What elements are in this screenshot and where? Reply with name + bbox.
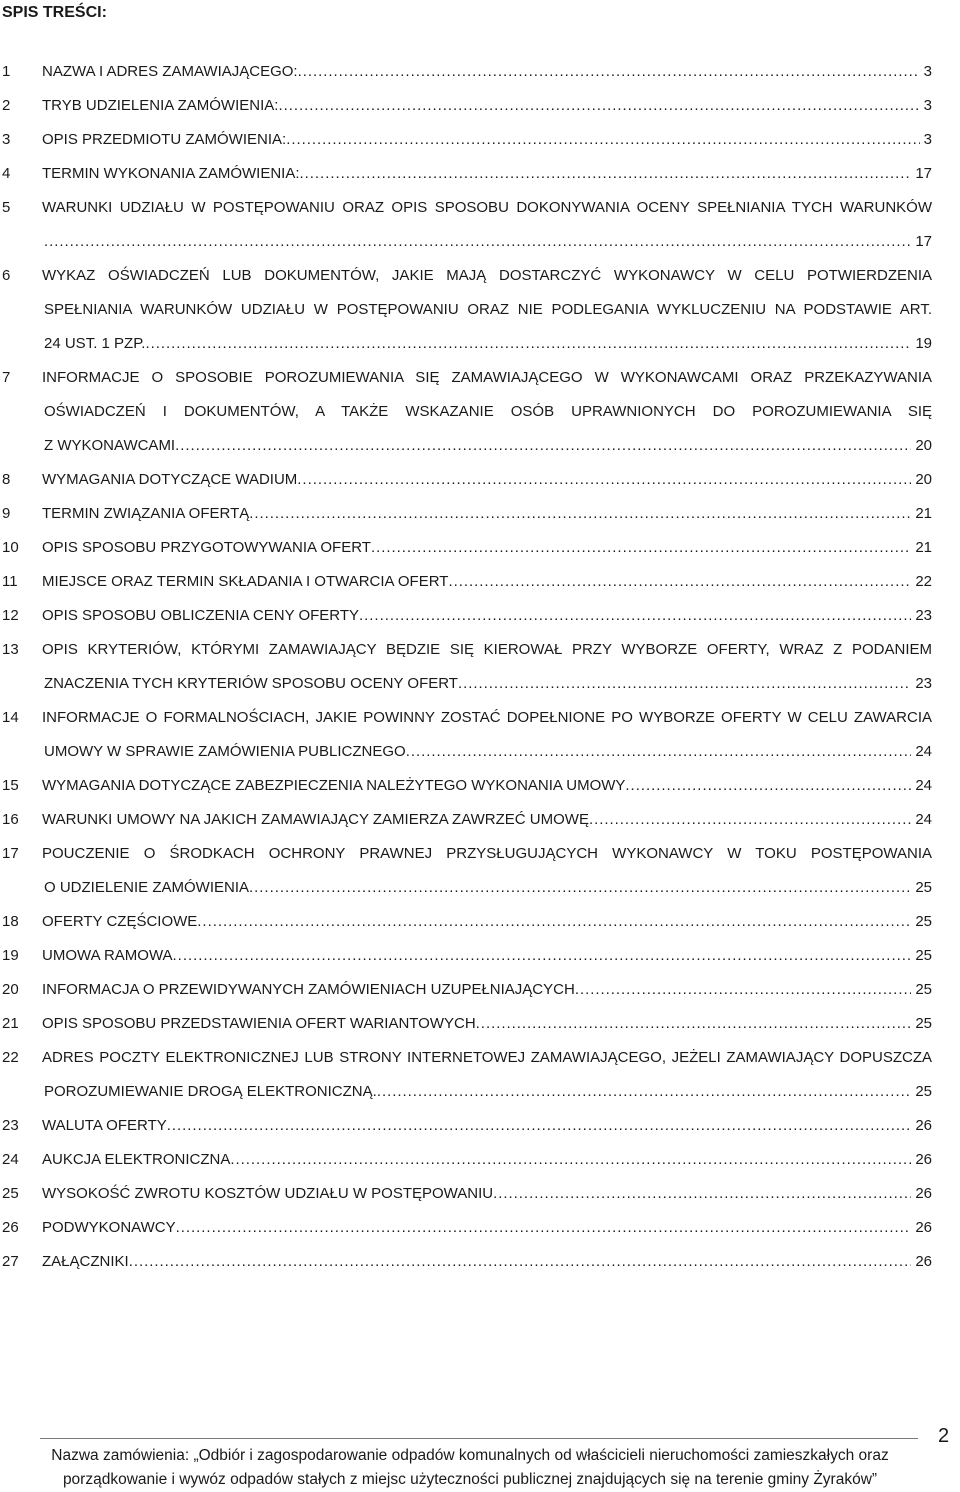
toc-entry-number: 20 xyxy=(2,981,19,998)
toc-title: SPIS TREŚCI: xyxy=(2,4,107,21)
toc-entry-last-line xyxy=(44,871,932,905)
toc-entry-title: OPIS SPOSOBU PRZYGOTOWYWANIA OFERT xyxy=(42,539,371,556)
dot-leader xyxy=(175,429,911,463)
toc-entry[interactable] xyxy=(0,497,960,531)
toc-entry-last-line xyxy=(42,1007,932,1041)
toc-entry-title: WALUTA OFERTY xyxy=(42,1117,167,1134)
toc-entry-number: 6 xyxy=(2,267,11,284)
toc-entry-title: UMOWA RAMOWA xyxy=(42,947,173,964)
dot-leader xyxy=(129,1245,912,1279)
toc-entry-number: 2 xyxy=(2,97,11,114)
toc-entry-line: WYKAZ OŚWIADCZEŃ LUB DOKUMENTÓW, JAKIE MAJĄ DOSTARCZYĆ WYKONAWCY W CELU POTWIERDZENIA xyxy=(42,267,932,284)
toc-entry-title: ZNACZENIA TYCH KRYTERIÓW SPOSOBU OCENY OFERT xyxy=(44,675,458,692)
toc-entry-title: TRYB UDZIELENIA ZAMÓWIENIA: xyxy=(42,97,279,114)
toc-entry-title: WYMAGANIA DOTYCZĄCE WADIUM xyxy=(42,471,298,488)
toc-entry-page: 25 xyxy=(915,1015,932,1032)
toc-entry-last-line xyxy=(42,803,932,837)
toc-entry-number: 27 xyxy=(2,1253,19,1270)
toc-entry-number: 12 xyxy=(2,607,19,624)
dot-leader xyxy=(589,803,911,837)
footer-text xyxy=(20,1444,920,1492)
dot-leader xyxy=(476,1007,912,1041)
toc-entry[interactable] xyxy=(0,973,960,1007)
footer-line-1: Nazwa zamówienia: „Odbiór i zagospodarowanie odpadów komunalnych od właścicieli nieruchomości zamieszkałych oraz xyxy=(51,1447,889,1464)
toc-entry[interactable] xyxy=(0,361,960,463)
toc-entry-title: WYMAGANIA DOTYCZĄCE ZABEZPIECZENIA NALEŻYTEGO WYKONANIA UMOWY xyxy=(42,777,626,794)
toc-entry-page: 17 xyxy=(915,165,932,182)
footer-line-2: porządkowanie i wywóz odpadów stałych z miejsc użyteczności publicznej znajdujących się na terenie gminy Żyraków” xyxy=(62,1471,878,1488)
toc-entry-line: OPIS KRYTERIÓW, KTÓRYMI ZAMAWIAJĄCY BĘDZIE SIĘ KIEROWAŁ PRZY WYBORZE OFERTY, WRAZ Z PODANIEM xyxy=(42,641,932,658)
dot-leader xyxy=(458,667,911,701)
toc-entry[interactable] xyxy=(0,803,960,837)
toc-entry-page: 24 xyxy=(915,811,932,828)
toc-entry-number: 8 xyxy=(2,471,11,488)
toc-entry-page: 20 xyxy=(915,437,932,454)
dot-leader xyxy=(44,225,911,259)
dot-leader xyxy=(230,1143,911,1177)
toc-entry[interactable] xyxy=(0,599,960,633)
toc-entry-number: 18 xyxy=(2,913,19,930)
dot-leader xyxy=(249,497,911,531)
toc-entry-last-line xyxy=(42,1245,932,1279)
dot-leader xyxy=(297,463,911,497)
toc-entry-title: POROZUMIEWANIE DROGĄ ELEKTRONICZNĄ. xyxy=(44,1083,377,1100)
toc-entry[interactable] xyxy=(0,191,960,259)
toc-entry[interactable] xyxy=(0,463,960,497)
toc-entry-number: 21 xyxy=(2,1015,19,1032)
toc-entry-number: 1 xyxy=(2,63,11,80)
toc-entry-number: 14 xyxy=(2,709,19,726)
toc-entry-last-line xyxy=(42,123,932,157)
toc-entry-page: 3 xyxy=(923,63,932,80)
toc-entry-last-line xyxy=(42,157,932,191)
toc-entry[interactable] xyxy=(0,1041,960,1109)
page-number: 2 xyxy=(938,1425,950,1447)
toc-entry-page: 26 xyxy=(915,1117,932,1134)
toc-entry[interactable] xyxy=(0,55,960,89)
toc-entry-title: WARUNKI UMOWY NA JAKICH ZAMAWIAJĄCY ZAMIERZA ZAWRZEĆ UMOWĘ xyxy=(42,811,589,828)
toc-entry[interactable] xyxy=(0,123,960,157)
toc-entry-page: 24 xyxy=(915,777,932,794)
footer-divider xyxy=(40,1438,918,1439)
toc-entry[interactable] xyxy=(0,157,960,191)
toc-entry-page: 17 xyxy=(915,233,932,250)
dot-leader xyxy=(176,1211,912,1245)
toc-entry-number: 19 xyxy=(2,947,19,964)
dot-leader xyxy=(371,531,911,565)
toc-entry[interactable] xyxy=(0,565,960,599)
toc-entry-number: 17 xyxy=(2,845,19,862)
toc-entry-page: 26 xyxy=(915,1219,932,1236)
dot-leader xyxy=(493,1177,911,1211)
toc-entry-number: 13 xyxy=(2,641,19,658)
toc-entry-page: 3 xyxy=(923,131,932,148)
dot-leader xyxy=(575,973,912,1007)
toc-entry-title: OPIS SPOSOBU PRZEDSTAWIENIA OFERT WARIANTOWYCH xyxy=(42,1015,476,1032)
dot-leader xyxy=(359,599,911,633)
toc-entry-line: INFORMACJE O FORMALNOŚCIACH, JAKIE POWINNY ZOSTAĆ DOPEŁNIONE PO WYBORZE OFERTY W CELU ZAWARCIA xyxy=(42,709,932,726)
toc-entry-page: 23 xyxy=(915,607,932,624)
dot-leader xyxy=(300,157,912,191)
toc-entry[interactable] xyxy=(0,1245,960,1279)
toc-entry-page: 25 xyxy=(915,947,932,964)
toc-entry-title: OPIS PRZEDMIOTU ZAMÓWIENIA: xyxy=(42,131,287,148)
toc-entry-number: 5 xyxy=(2,199,11,216)
toc-entry[interactable] xyxy=(0,1143,960,1177)
dot-leader xyxy=(406,735,912,769)
toc-entry-line: ADRES POCZTY ELEKTRONICZNEJ LUB STRONY INTERNETOWEJ ZAMAWIAJĄCEGO, JEŻELI ZAMAWIAJĄCY DOPUSZCZA xyxy=(42,1049,932,1066)
toc-entry-last-line xyxy=(42,1143,932,1177)
toc-entry-title: NAZWA I ADRES ZAMAWIAJĄCEGO: xyxy=(42,63,298,80)
dot-leader xyxy=(197,905,911,939)
dot-leader xyxy=(377,1075,912,1109)
toc-entry-page: 24 xyxy=(915,743,932,760)
toc-entry-number: 9 xyxy=(2,505,11,522)
toc-entry-last-line xyxy=(44,225,932,259)
toc-entry-title: OPIS SPOSOBU OBLICZENIA CENY OFERTY xyxy=(42,607,360,624)
toc-entry-number: 4 xyxy=(2,165,11,182)
toc-entry-number: 11 xyxy=(2,573,18,590)
toc-entry-line: SPEŁNIANIA WARUNKÓW UDZIAŁU W POSTĘPOWANIU ORAZ NIE PODLEGANIA WYKLUCZENIU NA PODSTAWIE ART. xyxy=(44,301,932,318)
toc-entry-last-line xyxy=(42,905,932,939)
toc-entry-number: 23 xyxy=(2,1117,19,1134)
toc-entry-number: 16 xyxy=(2,811,19,828)
toc-entry-last-line xyxy=(42,497,932,531)
toc-entry-title: Z WYKONAWCAMI xyxy=(44,437,176,454)
toc-entry-page: 25 xyxy=(915,1083,932,1100)
dot-leader xyxy=(145,327,911,361)
dot-leader xyxy=(448,565,911,599)
toc-entry-number: 24 xyxy=(2,1151,19,1168)
toc-entry-last-line xyxy=(42,1211,932,1245)
toc-entry-title: TERMIN WYKONANIA ZAMÓWIENIA: xyxy=(42,165,300,182)
toc-entry-page: 26 xyxy=(915,1151,932,1168)
toc-entry-line: INFORMACJE O SPOSOBIE POROZUMIEWANIA SIĘ ZAMAWIAJĄCEGO W WYKONAWCAMI ORAZ PRZEKAZYWANIA xyxy=(42,369,932,386)
toc-entry-page: 25 xyxy=(915,981,932,998)
toc-entry-title: O UDZIELENIE ZAMÓWIENIA xyxy=(44,879,250,896)
toc-entry[interactable] xyxy=(0,701,960,769)
toc-entry-title: WYSOKOŚĆ ZWROTU KOSZTÓW UDZIAŁU W POSTĘPOWANIU xyxy=(42,1185,494,1202)
toc-entry-last-line xyxy=(42,55,932,89)
toc-entry-page: 21 xyxy=(915,539,932,556)
toc-entry[interactable] xyxy=(0,1007,960,1041)
toc-entry-last-line xyxy=(42,89,932,123)
toc-entry-title: AUKCJA ELEKTRONICZNA xyxy=(42,1151,231,1168)
toc-entry-last-line xyxy=(44,429,932,463)
dot-leader xyxy=(286,123,919,157)
toc-entry-last-line xyxy=(42,565,932,599)
toc-entry-last-line xyxy=(42,599,932,633)
toc-entry[interactable] xyxy=(0,633,960,701)
toc-entry-last-line xyxy=(42,769,932,803)
toc-entry-number: 25 xyxy=(2,1185,19,1202)
toc-entry-line: WARUNKI UDZIAŁU W POSTĘPOWANIU ORAZ OPIS SPOSOBU DOKONYWANIA OCENY SPEŁNIANIA TYCH WARUNKÓW xyxy=(42,199,932,216)
toc-entry[interactable] xyxy=(0,259,960,361)
toc-entry-title: 24 UST. 1 PZP. xyxy=(44,335,146,352)
toc-entry-title: MIEJSCE ORAZ TERMIN SKŁADANIA I OTWARCIA OFERT xyxy=(42,573,449,590)
toc-entry[interactable] xyxy=(0,905,960,939)
toc-entry[interactable] xyxy=(0,837,960,905)
toc-entry-last-line xyxy=(44,667,932,701)
toc-entry[interactable] xyxy=(0,939,960,973)
toc-entry-last-line xyxy=(42,531,932,565)
toc-entry-number: 7 xyxy=(2,369,11,386)
toc-entry[interactable] xyxy=(0,1211,960,1245)
toc-entry-number: 15 xyxy=(2,777,19,794)
toc-entry-line: POUCZENIE O ŚRODKACH OCHRONY PRAWNEJ PRZYSŁUGUJĄCYCH WYKONAWCY W TOKU POSTĘPOWANIA xyxy=(42,845,932,862)
dot-leader xyxy=(298,55,920,89)
toc-entry-page: 25 xyxy=(915,913,932,930)
toc-entry-last-line xyxy=(44,735,932,769)
toc-entry-last-line xyxy=(42,463,932,497)
dot-leader xyxy=(278,89,919,123)
toc-entry-page: 22 xyxy=(915,573,932,590)
toc-entry-page: 26 xyxy=(915,1253,932,1270)
dot-leader xyxy=(167,1109,912,1143)
toc-entry-title: INFORMACJA O PRZEWIDYWANYCH ZAMÓWIENIACH UZUPEŁNIAJĄCYCH xyxy=(42,981,575,998)
toc-entry-last-line xyxy=(44,1075,932,1109)
toc-entry[interactable] xyxy=(0,531,960,565)
toc-entry-last-line xyxy=(42,973,932,1007)
toc-entry-page: 3 xyxy=(923,97,932,114)
toc-entry-number: 3 xyxy=(2,131,11,148)
toc-entry-page: 25 xyxy=(915,879,932,896)
toc-entry-title: TERMIN ZWIĄZANIA OFERTĄ xyxy=(42,505,250,522)
toc-entry-page: 20 xyxy=(915,471,932,488)
toc-entry[interactable] xyxy=(0,89,960,123)
dot-leader xyxy=(249,871,911,905)
toc-entry-number: 10 xyxy=(2,539,19,556)
toc-entry-page: 19 xyxy=(915,335,932,352)
toc-entry-number: 22 xyxy=(2,1049,19,1066)
toc-entry-number: 26 xyxy=(2,1219,19,1236)
toc-entry-page: 21 xyxy=(915,505,932,522)
toc-entry[interactable] xyxy=(0,1109,960,1143)
toc-entry[interactable] xyxy=(0,1177,960,1211)
toc-entry-title: OFERTY CZĘŚCIOWE xyxy=(42,913,198,930)
toc-entry-page: 23 xyxy=(915,675,932,692)
toc-entry-last-line xyxy=(42,1109,932,1143)
toc-entry[interactable] xyxy=(0,769,960,803)
toc-entry-title: UMOWY W SPRAWIE ZAMÓWIENIA PUBLICZNEGO xyxy=(44,743,406,760)
dot-leader xyxy=(625,769,911,803)
toc-entry-page: 26 xyxy=(915,1185,932,1202)
dot-leader xyxy=(173,939,912,973)
toc-entry-title: PODWYKONAWCY xyxy=(42,1219,176,1236)
toc-entry-last-line xyxy=(44,327,932,361)
toc-entry-line: OŚWIADCZEŃ I DOKUMENTÓW, A TAKŻE WSKAZANIE OSÓB UPRAWNIONYCH DO POROZUMIEWANIA SIĘ xyxy=(44,403,932,420)
toc-entry-last-line xyxy=(42,1177,932,1211)
toc-entry-title: ZAŁĄCZNIKI xyxy=(42,1253,129,1270)
toc-entry-last-line xyxy=(42,939,932,973)
table-of-contents xyxy=(0,55,960,1279)
